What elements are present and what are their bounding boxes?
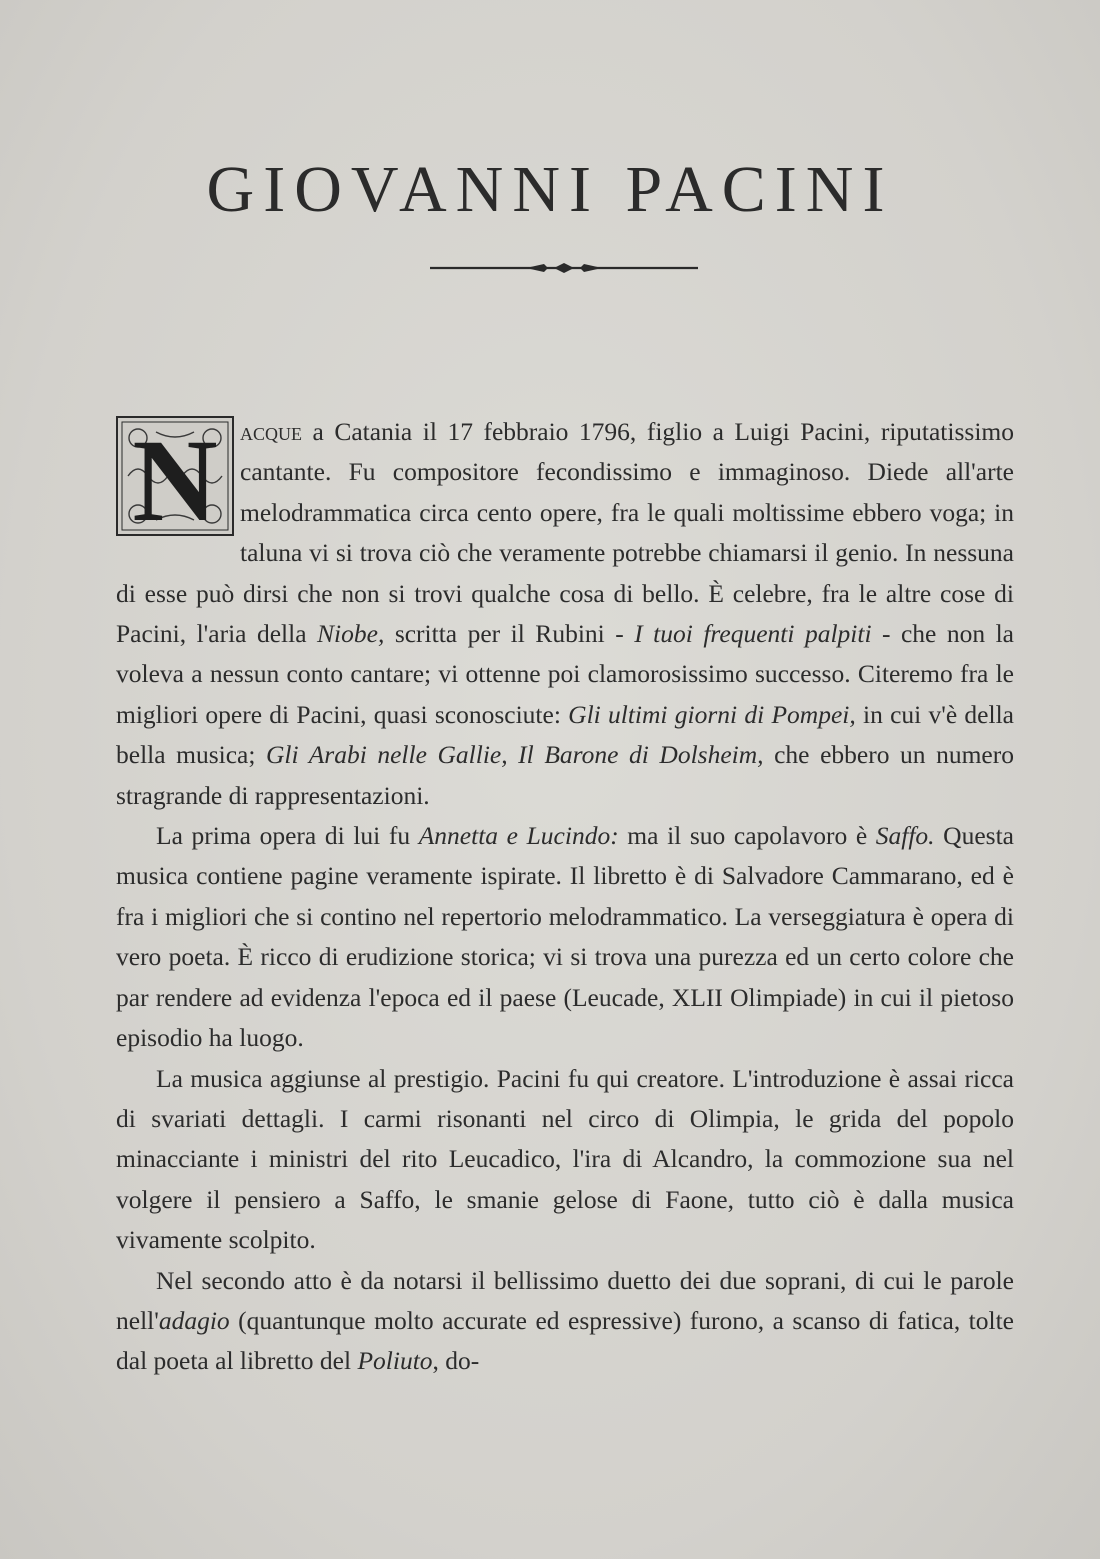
text-run: Nel secondo atto è da notarsi il bellissimo duetto dei due soprani, di cui le parole nell' bbox=[116, 1265, 1014, 1335]
italic-run: Annetta e Lucindo: bbox=[418, 821, 619, 851]
text-run: in cui v'è della bella musica; bbox=[116, 699, 1014, 770]
page-title: GIOVANNI PACINI bbox=[206, 153, 894, 227]
italic-run: Gli Arabi nelle Gallie, Il Barone di Dolsheim, bbox=[266, 740, 764, 770]
article-body bbox=[116, 412, 1014, 1382]
text-run: a Catania il 17 febbraio 1796, figlio a Luigi Pacini, riputatissimo cantante. Fu compositore fecondissimo e immaginoso. Diede all'arte melodrammatica circa cento opere, fra le quali moltissime ebbero voga; in taluna vi si trova ciò che veramente potrebbe chiamarsi il genio. In nessuna di esse può dirsi che non si trovi qualche cosa di bello. È celebre, fra le altre cose di Pacini, l'aria della bbox=[116, 417, 1014, 649]
ornament-rule-icon bbox=[430, 258, 698, 278]
text-run: che ebbero un numero stragrande di rappresentazioni. bbox=[116, 740, 1014, 810]
italic-run: Gli ultimi giorni di Pompei, bbox=[568, 699, 856, 729]
italic-run: Poliuto bbox=[357, 1346, 433, 1376]
svg-text:N: N bbox=[132, 416, 218, 536]
italic-run: Saffo. bbox=[875, 821, 935, 851]
paragraph-4 bbox=[116, 1261, 1014, 1382]
text-run: , do- bbox=[432, 1346, 480, 1376]
text-run: (quantunque molto accurate ed espressive) furono, a scanso di fatica, tolte dal poeta al libretto del bbox=[116, 1305, 1014, 1376]
paragraph-1 bbox=[116, 412, 1014, 816]
italic-run: Niobe, bbox=[317, 619, 385, 649]
lead-word: acque bbox=[240, 417, 302, 446]
dropcap-n-icon bbox=[116, 416, 234, 536]
text-run: ma il suo capolavoro è bbox=[618, 821, 876, 851]
italic-run: adagio bbox=[158, 1305, 230, 1335]
text-run: La musica aggiunse al prestigio. Pacini fu qui creatore. L'introduzione è assai ricca di svariati dettagli. I carmi risonanti nel circo di Olimpia, le grida del popolo minacciante i ministri del rito Leucadico, l'ira di Alcandro, la commozione sua nel volgere il pensiero a Saffo, le smanie gelose di Faone, tutto ciò è dalla musica vivamente scolpito. bbox=[116, 1063, 1014, 1255]
paragraph-3 bbox=[116, 1059, 1014, 1261]
text-run: Questa musica contiene pagine veramente ispirate. Il libretto è di Salvadore Cammarano, ed è fra i migliori che si contino nel repertorio melodrammatico. La verseggiatura è opera di vero poeta. È ricco di erudizione storica; vi si trova una purezza ed un certo colore che par rendere ad evidenza l'epoca ed il paese (Leucade, XLII Olimpiade) in cui il pietoso episodio ha luogo. bbox=[116, 821, 1014, 1053]
text-run: scritta per il Rubini - bbox=[384, 619, 635, 649]
text-run: - che non la voleva a nessun conto cantare; vi ottenne poi clamorosissimo successo. Citeremo fra le migliori opere di Pacini, quasi sconosciute: bbox=[116, 619, 1015, 729]
italic-run: I tuoi frequenti palpiti bbox=[634, 619, 872, 649]
text-run: La prima opera di lui fu bbox=[156, 821, 419, 851]
paragraph-2 bbox=[116, 816, 1014, 1058]
